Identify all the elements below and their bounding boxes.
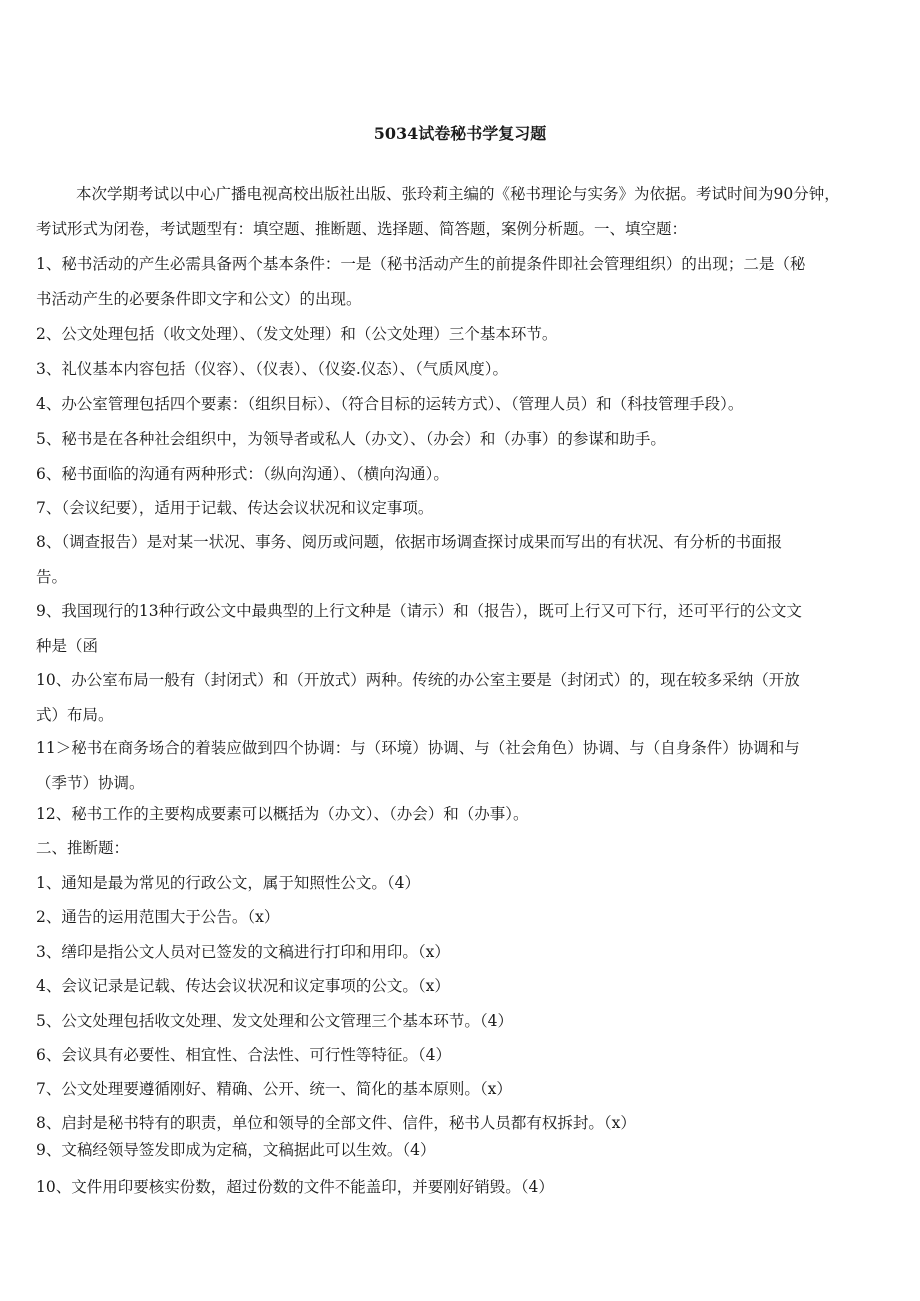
item-line: 3、缮印是指公文人员对已签发的文稿进行打印和用印。（x） [36,943,450,961]
item-line: （季节）协调。 [36,774,145,792]
fill-blank-item-5 [36,422,888,457]
intro-paragraph [36,177,888,247]
item-line: 4、会议记录是记载、传达会议状况和议定事项的公文。（x） [36,977,450,995]
judgment-item-9 [36,1133,888,1168]
item-line: 告。 [36,568,68,586]
fill-blank-item-2 [36,317,888,352]
fill-blank-item-6 [36,457,888,492]
fill-blank-item-11 [36,731,888,801]
item-line: 11＞秘书在商务场合的着装应做到四个协调：与（环境）协调、与（社会角色）协调、与（自身条件）协调和与 [36,739,800,757]
item-line: 10、文件用印要核实份数，超过份数的文件不能盖印，并要刚好销毁。（4） [36,1178,554,1196]
item-line: 3、礼仪基本内容包括（仪容）、（仪表）、（仪姿.仪态）、（气质风度）。 [36,360,509,378]
fill-blank-item-12 [36,797,888,832]
item-line: 1、秘书活动的产生必需具备两个基本条件：一是（秘书活动产生的前提条件即社会管理组织）的出现；二是（秘 [36,255,806,273]
item-line: 12、秘书工作的主要构成要素可以概括为（办文）、（办会）和（办事）。 [36,805,529,823]
item-line: 4、办公室管理包括四个要素：（组织目标）、（符合目标的运转方式）、（管理人员）和（科技管理手段）。 [36,395,744,413]
item-line: 5、公文处理包括收文处理、发文处理和公文管理三个基本环节。（4） [36,1012,513,1030]
judgment-item-3 [36,935,888,970]
fill-blank-item-1 [36,247,888,317]
item-line: 式）布局。 [36,706,114,724]
document-title: 5034试卷秘书学复习题 [373,124,547,143]
fill-blank-item-10 [36,663,888,733]
judgment-item-2 [36,900,888,935]
judgment-item-5 [36,1004,888,1039]
item-line: 6、秘书面临的沟通有两种形式：（纵向沟通）、（横向沟通）。 [36,465,449,483]
intro-line: 本次学期考试以中心广播电视高校出版社出版、张玲莉主编的《秘书理论与实务》为依据。考试时间为90分钟， [76,185,840,203]
fill-blank-item-8 [36,525,888,595]
item-line: 2、公文处理包括（收文处理）、（发文处理）和（公文处理）三个基本环节。 [36,325,558,343]
item-line: 9、文稿经领导签发即成为定稿，文稿据此可以生效。（4） [36,1141,436,1159]
judgment-item-6 [36,1038,888,1073]
judgment-item-10 [36,1170,888,1205]
item-line: 7、（会议纪要），适用于记载、传达会议状况和议定事项。 [36,499,434,517]
item-line: 1、通知是最为常见的行政公文，属于知照性公文。（4） [36,874,420,892]
section-heading-text: 二、推断题： [36,839,130,857]
judgment-item-7 [36,1072,888,1107]
judgment-item-4 [36,969,888,1004]
intro-line: 考试形式为闭卷，考试题型有：填空题、推断题、选择题、简答题，案例分析题。一、填空题： [36,220,688,238]
judgment-item-1 [36,866,888,901]
item-line: 8、（调查报告）是对某一状况、事务、阅历或问题，依据市场调查探讨成果而写出的有状况、有分析的书面报 [36,533,783,551]
item-line: 5、秘书是在各种社会组织中，为领导者或私人（办文）、（办会）和（办事）的参谋和助手。 [36,430,666,448]
item-line: 2、通告的运用范围大于公告。（x） [36,908,280,926]
item-line: 6、会议具有必要性、相宜性、合法性、可行性等特征。（4） [36,1046,451,1064]
item-line: 9、我国现行的13种行政公文中最典型的上行文种是（请示）和（报告），既可上行又可下行，还可平行的公文文 [36,602,802,620]
item-line: 8、启封是秘书特有的职责，单位和领导的全部文件、信件，秘书人员都有权拆封。（x） [36,1114,636,1132]
fill-blank-item-7 [36,491,888,526]
item-line: 7、公文处理要遵循刚好、精确、公开、统一、简化的基本原则。（x） [36,1080,512,1098]
fill-blank-item-3 [36,352,888,387]
item-line: 种是（函 [36,637,99,655]
fill-blank-item-9 [36,594,888,664]
fill-blank-item-4 [36,387,888,422]
item-line: 书活动产生的必要条件即文字和公文）的出现。 [36,290,362,308]
section-heading [36,831,888,866]
item-line: 10、办公室布局一般有（封闭式）和（开放式）两种。传统的办公室主要是（封闭式）的，现在较多采纳（开放 [36,671,800,689]
